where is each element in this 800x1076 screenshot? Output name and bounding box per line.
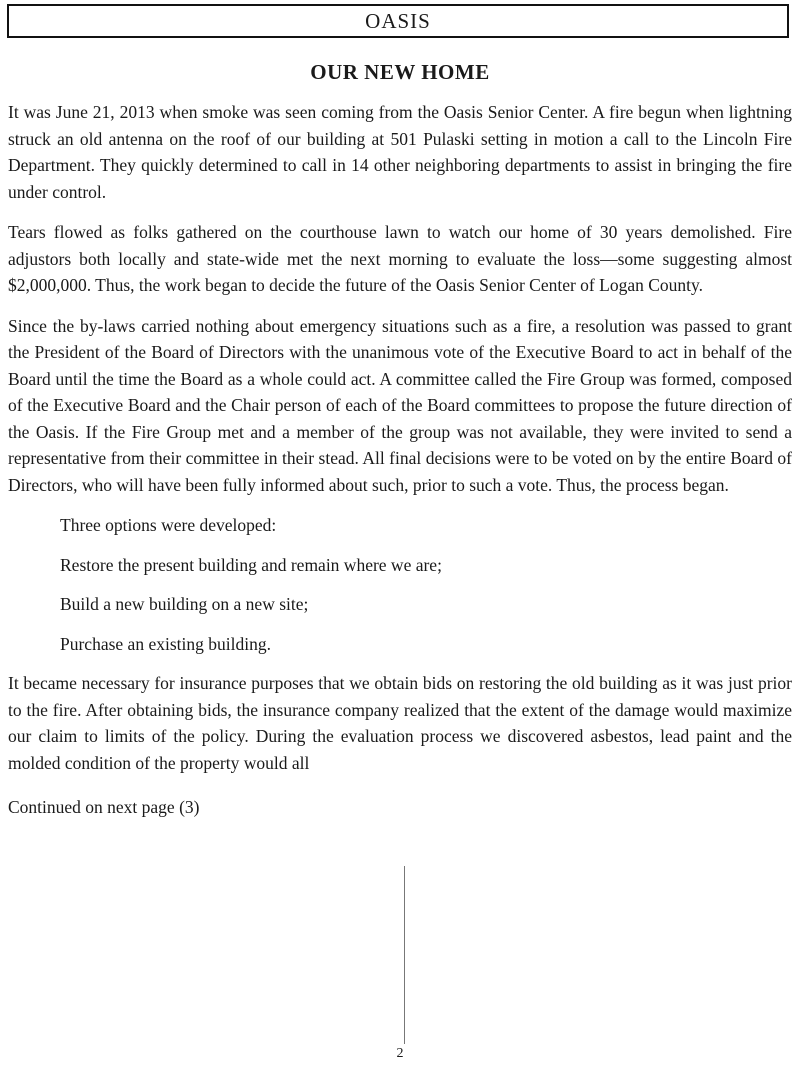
page-number: 2 [396,1046,404,1061]
body-paragraph: It became necessary for insurance purposes that we obtain bids on restoring the old building as it was just prior to the fire. After obtaining bids, the insurance company realized that the extent of the damage would maximize our claim to limits of the policy. During the evaluation process we discovered asbestos, lead paint and the molded condition of the property would all [8,673,792,773]
masthead [7,4,789,38]
continuation-note: Continued on next page (3) [8,797,200,817]
masthead-title: OASIS [365,8,431,33]
option-line: Restore the present building and remain where we are; [60,554,442,575]
body-paragraph: Since the by-laws carried nothing about emergency situations such as a fire, a resolution was passed to grant the President of the Board of Directors with the unanimous vote of the Executive Board to act in behalf of the Board until the time the Board as a whole could act. A committee called the Fire Group was formed, composed of the Executive Board and the Chair person of each of the Board committees to propose the future direction of the Oasis. If the Fire Group met and a member of the group was not available, they were invited to send a representative from their committee in their stead. All final decisions were to be voted on by the entire Board of Directors, who will have been fully informed about such, prior to such a vote. Thus, the process began. [8,315,792,495]
body-paragraph: Tears flowed as folks gathered on the courthouse lawn to watch our home of 30 years demolished. Fire adjustors both locally and state-wide met the next morning to evaluate the loss—some suggesting almost $2,000,000. Thus, the work began to decide the future of the Oasis Senior Center of Logan County. [8,222,792,295]
options-intro: Three options were developed: [60,515,277,535]
article-body [0,44,800,821]
column-divider-line [404,866,405,1044]
article-title: OUR NEW HOME [310,60,490,84]
option-line: Build a new building on a new site; [60,594,309,614]
body-paragraph: It was June 21, 2013 when smoke was seen coming from the Oasis Senior Center. A fire begun when lightning struck an old antenna on the roof of our building at 501 Pulaski setting in motion a call to the Lincoln Fire Department. They quickly determined to call in 14 other neighboring departments to assist in bringing the fire under control. [8,102,792,202]
option-line: Purchase an existing building. [60,633,271,654]
